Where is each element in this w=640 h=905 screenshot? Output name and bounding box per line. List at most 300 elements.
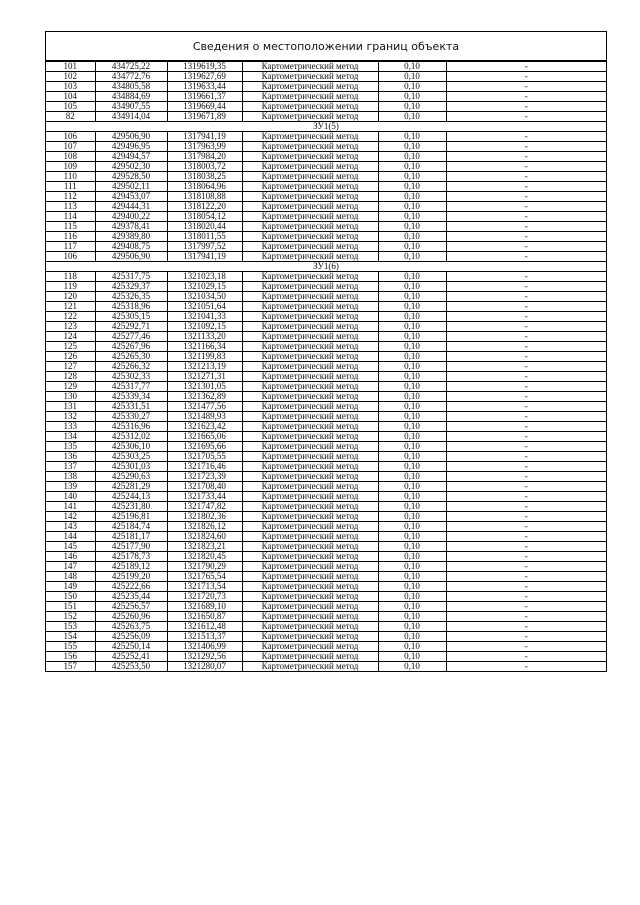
description-cell: -	[446, 422, 606, 432]
precision-cell: 0,10	[378, 612, 446, 622]
y-coordinate: 1321720,73	[167, 592, 242, 602]
description-cell: -	[446, 562, 606, 572]
precision-cell: 0,10	[378, 402, 446, 412]
point-number: 123	[46, 322, 95, 332]
point-number: 105	[46, 102, 95, 112]
x-coordinate: 425312,02	[95, 432, 167, 442]
description-cell: -	[446, 592, 606, 602]
description-cell: -	[446, 182, 606, 192]
method-cell: Картометрический метод	[242, 292, 378, 302]
y-coordinate: 1319619,35	[167, 62, 242, 72]
x-coordinate: 425317,77	[95, 382, 167, 392]
precision-cell: 0,10	[378, 622, 446, 632]
boundary-table-sheet	[45, 31, 607, 672]
x-coordinate: 429389,80	[95, 232, 167, 242]
point-number: 152	[46, 612, 95, 622]
y-coordinate: 1321765,54	[167, 572, 242, 582]
x-coordinate: 425189,12	[95, 562, 167, 572]
precision-cell: 0,10	[378, 372, 446, 382]
description-cell: -	[446, 152, 606, 162]
method-cell: Картометрический метод	[242, 272, 378, 282]
table-title: Сведения о местоположении границ объекта	[46, 32, 606, 61]
x-coordinate: 425260,96	[95, 612, 167, 622]
table-row	[46, 282, 606, 292]
table-row	[46, 102, 606, 112]
point-number: 148	[46, 572, 95, 582]
y-coordinate: 1321708,40	[167, 482, 242, 492]
description-cell: -	[446, 512, 606, 522]
description-cell: -	[446, 642, 606, 652]
x-coordinate: 425277,46	[95, 332, 167, 342]
x-coordinate: 434725,22	[95, 62, 167, 72]
y-coordinate: 1321513,37	[167, 632, 242, 642]
description-cell: -	[446, 462, 606, 472]
y-coordinate: 1321713,54	[167, 582, 242, 592]
y-coordinate: 1318020,44	[167, 222, 242, 232]
table-row	[46, 242, 606, 252]
precision-cell: 0,10	[378, 652, 446, 662]
x-coordinate: 425281,29	[95, 482, 167, 492]
x-coordinate: 429496,95	[95, 142, 167, 152]
x-coordinate: 425263,75	[95, 622, 167, 632]
y-coordinate: 1318064,96	[167, 182, 242, 192]
method-cell: Картометрический метод	[242, 532, 378, 542]
precision-cell: 0,10	[378, 322, 446, 332]
point-number: 124	[46, 332, 95, 342]
y-coordinate: 1321650,87	[167, 612, 242, 622]
method-cell: Картометрический метод	[242, 222, 378, 232]
x-coordinate: 425303,25	[95, 452, 167, 462]
description-cell: -	[446, 292, 606, 302]
point-number: 127	[46, 362, 95, 372]
table-row	[46, 182, 606, 192]
method-cell: Картометрический метод	[242, 92, 378, 102]
x-coordinate: 429444,31	[95, 202, 167, 212]
description-cell: -	[446, 652, 606, 662]
point-number: 102	[46, 72, 95, 82]
description-cell: -	[446, 532, 606, 542]
point-number: 125	[46, 342, 95, 352]
description-cell: -	[446, 352, 606, 362]
description-cell: -	[446, 612, 606, 622]
x-coordinate: 429506,90	[95, 252, 167, 262]
precision-cell: 0,10	[378, 642, 446, 652]
table-row	[46, 392, 606, 402]
precision-cell: 0,10	[378, 112, 446, 122]
y-coordinate: 1318011,55	[167, 232, 242, 242]
x-coordinate: 429453,07	[95, 192, 167, 202]
table-row	[46, 502, 606, 512]
point-number: 103	[46, 82, 95, 92]
y-coordinate: 1319669,44	[167, 102, 242, 112]
description-cell: -	[446, 452, 606, 462]
x-coordinate: 425302,33	[95, 372, 167, 382]
precision-cell: 0,10	[378, 142, 446, 152]
table-row	[46, 302, 606, 312]
y-coordinate: 1321133,20	[167, 332, 242, 342]
precision-cell: 0,10	[378, 302, 446, 312]
precision-cell: 0,10	[378, 192, 446, 202]
description-cell: -	[446, 92, 606, 102]
precision-cell: 0,10	[378, 582, 446, 592]
table-row	[46, 642, 606, 652]
y-coordinate: 1318054,12	[167, 212, 242, 222]
description-cell: -	[446, 372, 606, 382]
method-cell: Картометрический метод	[242, 582, 378, 592]
table-row	[46, 482, 606, 492]
description-cell: -	[446, 312, 606, 322]
description-cell: -	[446, 542, 606, 552]
description-cell: -	[446, 172, 606, 182]
x-coordinate: 425316,96	[95, 422, 167, 432]
table-row	[46, 592, 606, 602]
precision-cell: 0,10	[378, 502, 446, 512]
precision-cell: 0,10	[378, 222, 446, 232]
method-cell: Картометрический метод	[242, 172, 378, 182]
x-coordinate: 425196,81	[95, 512, 167, 522]
y-coordinate: 1317984,20	[167, 152, 242, 162]
x-coordinate: 425250,14	[95, 642, 167, 652]
description-cell: -	[446, 392, 606, 402]
point-number: 137	[46, 462, 95, 472]
y-coordinate: 1321029,15	[167, 282, 242, 292]
description-cell: -	[446, 602, 606, 612]
method-cell: Картометрический метод	[242, 102, 378, 112]
table-row	[46, 622, 606, 632]
y-coordinate: 1321820,45	[167, 552, 242, 562]
table-row	[46, 512, 606, 522]
table-row	[46, 82, 606, 92]
table-row	[46, 62, 606, 72]
table-row	[46, 662, 606, 672]
method-cell: Картометрический метод	[242, 382, 378, 392]
x-coordinate: 425184,74	[95, 522, 167, 532]
method-cell: Картометрический метод	[242, 192, 378, 202]
point-number: 138	[46, 472, 95, 482]
method-cell: Картометрический метод	[242, 622, 378, 632]
table-row	[46, 382, 606, 392]
description-cell: -	[446, 192, 606, 202]
x-coordinate: 434914,04	[95, 112, 167, 122]
point-number: 114	[46, 212, 95, 222]
method-cell: Картометрический метод	[242, 572, 378, 582]
description-cell: -	[446, 132, 606, 142]
method-cell: Картометрический метод	[242, 512, 378, 522]
precision-cell: 0,10	[378, 542, 446, 552]
x-coordinate: 429502,11	[95, 182, 167, 192]
y-coordinate: 1317997,52	[167, 242, 242, 252]
method-cell: Картометрический метод	[242, 142, 378, 152]
description-cell: -	[446, 632, 606, 642]
description-cell: -	[446, 162, 606, 172]
x-coordinate: 429494,57	[95, 152, 167, 162]
table-row	[46, 322, 606, 332]
precision-cell: 0,10	[378, 342, 446, 352]
precision-cell: 0,10	[378, 482, 446, 492]
precision-cell: 0,10	[378, 462, 446, 472]
method-cell: Картометрический метод	[242, 252, 378, 262]
description-cell: -	[446, 572, 606, 582]
point-number: 121	[46, 302, 95, 312]
method-cell: Картометрический метод	[242, 502, 378, 512]
precision-cell: 0,10	[378, 442, 446, 452]
description-cell: -	[446, 332, 606, 342]
precision-cell: 0,10	[378, 182, 446, 192]
method-cell: Картометрический метод	[242, 342, 378, 352]
point-number: 155	[46, 642, 95, 652]
precision-cell: 0,10	[378, 432, 446, 442]
x-coordinate: 425199,20	[95, 572, 167, 582]
method-cell: Картометрический метод	[242, 282, 378, 292]
method-cell: Картометрический метод	[242, 542, 378, 552]
section-label: ЗУ1(5)	[46, 122, 606, 132]
point-number: 140	[46, 492, 95, 502]
description-cell: -	[446, 412, 606, 422]
method-cell: Картометрический метод	[242, 652, 378, 662]
method-cell: Картометрический метод	[242, 462, 378, 472]
precision-cell: 0,10	[378, 72, 446, 82]
y-coordinate: 1321826,12	[167, 522, 242, 532]
method-cell: Картометрический метод	[242, 492, 378, 502]
y-coordinate: 1321301,05	[167, 382, 242, 392]
method-cell: Картометрический метод	[242, 132, 378, 142]
y-coordinate: 1321292,56	[167, 652, 242, 662]
description-cell: -	[446, 382, 606, 392]
precision-cell: 0,10	[378, 632, 446, 642]
table-row	[46, 422, 606, 432]
point-number: 157	[46, 662, 95, 672]
table-row	[46, 272, 606, 282]
description-cell: -	[446, 212, 606, 222]
point-number: 132	[46, 412, 95, 422]
description-cell: -	[446, 282, 606, 292]
method-cell: Картометрический метод	[242, 212, 378, 222]
y-coordinate: 1321034,50	[167, 292, 242, 302]
description-cell: -	[446, 222, 606, 232]
table-row	[46, 612, 606, 622]
precision-cell: 0,10	[378, 202, 446, 212]
description-cell: -	[446, 112, 606, 122]
description-cell: -	[446, 342, 606, 352]
description-cell: -	[446, 62, 606, 72]
point-number: 133	[46, 422, 95, 432]
table-row	[46, 172, 606, 182]
y-coordinate: 1317963,99	[167, 142, 242, 152]
precision-cell: 0,10	[378, 102, 446, 112]
y-coordinate: 1321716,46	[167, 462, 242, 472]
y-coordinate: 1318003,72	[167, 162, 242, 172]
method-cell: Картометрический метод	[242, 662, 378, 672]
method-cell: Картометрический метод	[242, 552, 378, 562]
description-cell: -	[446, 472, 606, 482]
table-row	[46, 92, 606, 102]
y-coordinate: 1321723,39	[167, 472, 242, 482]
description-cell: -	[446, 102, 606, 112]
method-cell: Картометрический метод	[242, 72, 378, 82]
x-coordinate: 425330,27	[95, 412, 167, 422]
coordinates-table	[46, 61, 606, 672]
table-row	[46, 562, 606, 572]
point-number: 135	[46, 442, 95, 452]
point-number: 146	[46, 552, 95, 562]
precision-cell: 0,10	[378, 602, 446, 612]
y-coordinate: 1321199,83	[167, 352, 242, 362]
table-row	[46, 532, 606, 542]
method-cell: Картометрический метод	[242, 592, 378, 602]
method-cell: Картометрический метод	[242, 242, 378, 252]
table-row	[46, 72, 606, 82]
y-coordinate: 1321362,89	[167, 392, 242, 402]
table-row	[46, 402, 606, 412]
point-number: 120	[46, 292, 95, 302]
description-cell: -	[446, 662, 606, 672]
x-coordinate: 425305,15	[95, 312, 167, 322]
y-coordinate: 1321802,36	[167, 512, 242, 522]
precision-cell: 0,10	[378, 492, 446, 502]
method-cell: Картометрический метод	[242, 312, 378, 322]
table-row	[46, 542, 606, 552]
table-row	[46, 652, 606, 662]
method-cell: Картометрический метод	[242, 232, 378, 242]
method-cell: Картометрический метод	[242, 332, 378, 342]
x-coordinate: 425178,73	[95, 552, 167, 562]
point-number: 139	[46, 482, 95, 492]
y-coordinate: 1321823,21	[167, 542, 242, 552]
description-cell: -	[446, 142, 606, 152]
point-number: 113	[46, 202, 95, 212]
method-cell: Картометрический метод	[242, 412, 378, 422]
point-number: 104	[46, 92, 95, 102]
table-row	[46, 152, 606, 162]
method-cell: Картометрический метод	[242, 182, 378, 192]
method-cell: Картометрический метод	[242, 202, 378, 212]
precision-cell: 0,10	[378, 522, 446, 532]
point-number: 147	[46, 562, 95, 572]
x-coordinate: 425252,41	[95, 652, 167, 662]
precision-cell: 0,10	[378, 332, 446, 342]
point-number: 122	[46, 312, 95, 322]
description-cell: -	[446, 552, 606, 562]
method-cell: Картометрический метод	[242, 392, 378, 402]
precision-cell: 0,10	[378, 592, 446, 602]
y-coordinate: 1321406,99	[167, 642, 242, 652]
y-coordinate: 1321041,33	[167, 312, 242, 322]
point-number: 118	[46, 272, 95, 282]
x-coordinate: 425329,37	[95, 282, 167, 292]
x-coordinate: 429400,22	[95, 212, 167, 222]
x-coordinate: 425256,57	[95, 602, 167, 612]
method-cell: Картометрический метод	[242, 152, 378, 162]
precision-cell: 0,10	[378, 512, 446, 522]
table-row	[46, 332, 606, 342]
table-row	[46, 412, 606, 422]
method-cell: Картометрический метод	[242, 452, 378, 462]
point-number: 101	[46, 62, 95, 72]
y-coordinate: 1317941,19	[167, 252, 242, 262]
method-cell: Картометрический метод	[242, 162, 378, 172]
table-row	[46, 112, 606, 122]
x-coordinate: 425181,17	[95, 532, 167, 542]
x-coordinate: 425317,75	[95, 272, 167, 282]
precision-cell: 0,10	[378, 62, 446, 72]
x-coordinate: 425256,09	[95, 632, 167, 642]
point-number: 134	[46, 432, 95, 442]
point-number: 82	[46, 112, 95, 122]
y-coordinate: 1319671,89	[167, 112, 242, 122]
x-coordinate: 434907,55	[95, 102, 167, 112]
y-coordinate: 1321023,18	[167, 272, 242, 282]
table-row	[46, 492, 606, 502]
description-cell: -	[446, 502, 606, 512]
method-cell: Картометрический метод	[242, 322, 378, 332]
x-coordinate: 429502,30	[95, 162, 167, 172]
y-coordinate: 1321092,15	[167, 322, 242, 332]
table-row	[46, 372, 606, 382]
y-coordinate: 1321705,55	[167, 452, 242, 462]
x-coordinate: 429378,41	[95, 222, 167, 232]
y-coordinate: 1318038,25	[167, 172, 242, 182]
description-cell: -	[446, 82, 606, 92]
description-cell: -	[446, 72, 606, 82]
point-number: 106	[46, 252, 95, 262]
y-coordinate: 1321271,31	[167, 372, 242, 382]
method-cell: Картометрический метод	[242, 562, 378, 572]
description-cell: -	[446, 492, 606, 502]
table-row	[46, 162, 606, 172]
method-cell: Картометрический метод	[242, 302, 378, 312]
point-number: 116	[46, 232, 95, 242]
y-coordinate: 1321665,06	[167, 432, 242, 442]
y-coordinate: 1321695,66	[167, 442, 242, 452]
method-cell: Картометрический метод	[242, 112, 378, 122]
y-coordinate: 1321733,44	[167, 492, 242, 502]
table-row	[46, 602, 606, 612]
precision-cell: 0,10	[378, 82, 446, 92]
y-coordinate: 1321623,42	[167, 422, 242, 432]
description-cell: -	[446, 232, 606, 242]
point-number: 119	[46, 282, 95, 292]
y-coordinate: 1321213,19	[167, 362, 242, 372]
precision-cell: 0,10	[378, 282, 446, 292]
precision-cell: 0,10	[378, 572, 446, 582]
precision-cell: 0,10	[378, 172, 446, 182]
x-coordinate: 425318,96	[95, 302, 167, 312]
table-row	[46, 222, 606, 232]
point-number: 108	[46, 152, 95, 162]
point-number: 129	[46, 382, 95, 392]
point-number: 154	[46, 632, 95, 642]
description-cell: -	[446, 272, 606, 282]
description-cell: -	[446, 252, 606, 262]
y-coordinate: 1321790,29	[167, 562, 242, 572]
table-row	[46, 522, 606, 532]
table-row	[46, 212, 606, 222]
point-number: 142	[46, 512, 95, 522]
precision-cell: 0,10	[378, 412, 446, 422]
point-number: 115	[46, 222, 95, 232]
section-row	[46, 122, 606, 132]
point-number: 128	[46, 372, 95, 382]
x-coordinate: 429408,75	[95, 242, 167, 252]
method-cell: Картометрический метод	[242, 442, 378, 452]
method-cell: Картометрический метод	[242, 432, 378, 442]
table-row	[46, 142, 606, 152]
precision-cell: 0,10	[378, 392, 446, 402]
y-coordinate: 1318108,88	[167, 192, 242, 202]
point-number: 156	[46, 652, 95, 662]
precision-cell: 0,10	[378, 92, 446, 102]
point-number: 117	[46, 242, 95, 252]
